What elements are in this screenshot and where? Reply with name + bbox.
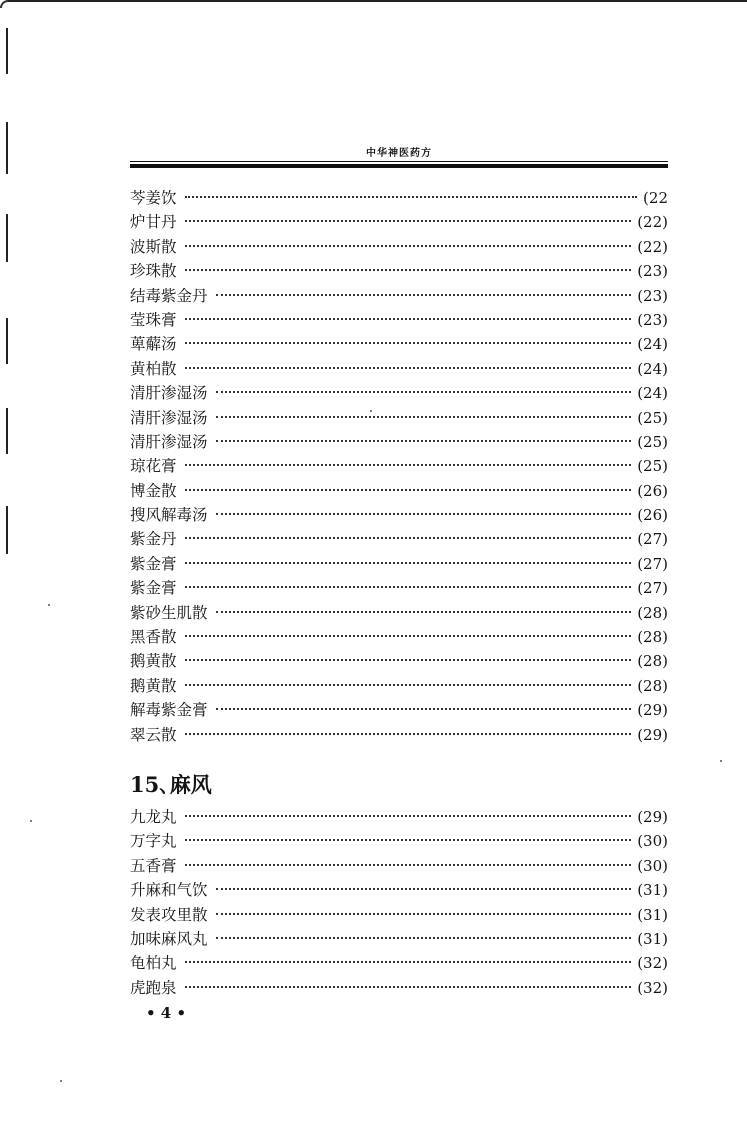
toc-entry xyxy=(130,430,668,454)
toc-entry xyxy=(130,552,668,576)
toc-entry-title: 鹅黄散 xyxy=(130,652,177,671)
toc-entry-page: (24) xyxy=(637,384,668,403)
toc-entry xyxy=(130,454,668,478)
toc-entry-title: 鹅黄散 xyxy=(130,676,177,695)
toc-entry-title: 黄柏散 xyxy=(130,359,177,378)
toc-entry-title: 紫金膏 xyxy=(130,579,177,598)
dot-leader xyxy=(216,293,632,296)
toc-entry xyxy=(130,503,668,527)
toc-entry-title: 炉甘丹 xyxy=(130,213,177,232)
dot-leader xyxy=(185,536,632,539)
toc-entry-title: 芩姜饮 xyxy=(130,189,177,207)
toc-entry-page: (23) xyxy=(637,262,668,281)
toc-entry-page: (31) xyxy=(637,929,668,948)
toc-entry-page: (22) xyxy=(637,237,668,256)
toc-entry xyxy=(130,674,668,698)
toc-entry-page: (27) xyxy=(637,530,668,549)
dot-leader xyxy=(185,268,632,271)
toc-entry xyxy=(130,805,668,829)
toc-entry-page: (32) xyxy=(637,978,668,997)
toc-entry-page: (23) xyxy=(637,286,668,305)
dot-leader xyxy=(185,366,632,369)
scan-edge-mark xyxy=(6,408,8,454)
dot-leader xyxy=(185,195,638,198)
toc-entry-page: (25) xyxy=(637,408,668,427)
page-number: • 4 • xyxy=(146,1004,187,1022)
toc-entry xyxy=(130,601,668,625)
dot-leader xyxy=(185,960,632,963)
toc-entry-page: (28) xyxy=(637,676,668,695)
dot-leader xyxy=(185,317,632,320)
toc-entry xyxy=(130,903,668,927)
dot-leader xyxy=(185,814,632,817)
toc-list-section-15 xyxy=(130,805,668,1000)
toc-entry-title: 博金散 xyxy=(130,481,177,500)
toc-entry-page: (28) xyxy=(637,628,668,647)
toc-entry-page: (25) xyxy=(637,457,668,476)
toc-entry-page: (29) xyxy=(637,807,668,826)
scan-edge-mark xyxy=(6,28,8,74)
dot-leader xyxy=(185,463,632,466)
dot-leader xyxy=(216,912,632,915)
scan-speck xyxy=(30,820,32,822)
table-of-contents xyxy=(130,186,668,1000)
toc-entry-page: (26) xyxy=(637,506,668,525)
toc-entry xyxy=(130,951,668,975)
toc-entry xyxy=(130,235,668,259)
toc-entry-title: 清肝渗湿汤 xyxy=(130,384,208,403)
toc-entry-page: (25) xyxy=(637,432,668,451)
toc-entry-title: 解毒紫金膏 xyxy=(130,701,208,720)
scan-edge-mark xyxy=(6,214,8,262)
dot-leader xyxy=(185,341,632,344)
toc-entry-title: 结毒紫金丹 xyxy=(130,286,208,305)
toc-entry xyxy=(130,576,668,600)
toc-entry-page: (28) xyxy=(637,603,668,622)
toc-entry-page: (26) xyxy=(637,481,668,500)
header-rule-thin xyxy=(130,161,668,162)
running-header xyxy=(130,140,668,180)
dot-leader xyxy=(216,936,632,939)
dot-leader xyxy=(216,439,632,442)
dot-leader xyxy=(185,658,632,661)
scan-edge-mark xyxy=(6,318,8,364)
toc-entry-title: 万字丸 xyxy=(130,832,177,851)
toc-entry-title: 虎跑泉 xyxy=(130,978,177,997)
dot-leader xyxy=(216,415,632,418)
toc-entry-title: 珍珠散 xyxy=(130,262,177,281)
toc-entry xyxy=(130,259,668,283)
dot-leader xyxy=(185,732,632,735)
toc-entry xyxy=(130,308,668,332)
header-title: 中华神医药方 xyxy=(366,148,432,159)
toc-entry-title: 琼花膏 xyxy=(130,457,177,476)
toc-entry xyxy=(130,927,668,951)
toc-entry-title: 黑香散 xyxy=(130,628,177,647)
dot-leader xyxy=(185,634,632,637)
dot-leader xyxy=(216,390,632,393)
toc-entry xyxy=(130,332,668,356)
scan-edge-mark xyxy=(6,506,8,554)
section-heading: 15､麻风 xyxy=(130,771,212,797)
toc-entry xyxy=(130,381,668,405)
toc-entry-title: 搜风解毒汤 xyxy=(130,506,208,525)
toc-entry xyxy=(130,406,668,430)
scan-top-edge xyxy=(8,0,747,2)
toc-entry xyxy=(130,284,668,308)
toc-entry-title: 紫金膏 xyxy=(130,554,177,573)
scan-speck xyxy=(48,604,50,606)
toc-entry-title: 莹珠膏 xyxy=(130,310,177,329)
dot-leader xyxy=(216,707,632,710)
dot-leader xyxy=(185,488,632,491)
toc-entry xyxy=(130,357,668,381)
toc-entry-page: (22) xyxy=(637,213,668,232)
dot-leader xyxy=(185,683,632,686)
header-rule-thick xyxy=(130,164,668,168)
toc-entry xyxy=(130,976,668,1000)
dot-leader xyxy=(185,244,632,247)
dot-leader xyxy=(185,863,632,866)
toc-entry-page: (24) xyxy=(637,359,668,378)
toc-entry xyxy=(130,210,668,234)
toc-entry xyxy=(130,854,668,878)
toc-entry xyxy=(130,829,668,853)
toc-entry xyxy=(130,625,668,649)
toc-entry-page: (24) xyxy=(637,335,668,354)
dot-leader xyxy=(185,838,632,841)
toc-entry-page: (32) xyxy=(637,954,668,973)
dot-leader xyxy=(216,610,632,613)
toc-entry-title: 紫金丹 xyxy=(130,530,177,549)
toc-entry-title: 翠云散 xyxy=(130,725,177,744)
toc-entry-title: 龟柏丸 xyxy=(130,954,177,973)
toc-entry-page: (29) xyxy=(637,725,668,744)
toc-entry-title: 九龙丸 xyxy=(130,807,177,826)
toc-entry-page: (28) xyxy=(637,652,668,671)
toc-entry xyxy=(130,479,668,503)
scan-speck xyxy=(60,1080,62,1082)
toc-entry-title: 升麻和气饮 xyxy=(130,881,208,900)
toc-entry xyxy=(130,878,668,902)
dot-leader xyxy=(185,985,632,988)
dot-leader xyxy=(185,585,632,588)
dot-leader xyxy=(185,219,632,222)
dot-leader xyxy=(216,512,632,515)
toc-entry-page: (22 xyxy=(643,189,668,207)
toc-entry-page: (31) xyxy=(637,881,668,900)
toc-entry-page: (27) xyxy=(637,554,668,573)
toc-entry xyxy=(130,527,668,551)
toc-list-continued xyxy=(130,186,668,747)
toc-entry xyxy=(130,698,668,722)
toc-entry-page: (23) xyxy=(637,310,668,329)
toc-entry-page: (29) xyxy=(637,701,668,720)
dot-leader xyxy=(185,561,632,564)
toc-entry-title: 五香膏 xyxy=(130,856,177,875)
dot-leader xyxy=(216,887,632,890)
toc-entry-page: (30) xyxy=(637,832,668,851)
toc-entry-page: (27) xyxy=(637,579,668,598)
toc-entry-page: (30) xyxy=(637,856,668,875)
scan-speck xyxy=(720,760,722,762)
toc-entry-title: 发表攻里散 xyxy=(130,905,208,924)
toc-entry-title: 萆薢汤 xyxy=(130,335,177,354)
toc-entry-title: 波斯散 xyxy=(130,237,177,256)
toc-entry-title: 清肝渗湿汤 xyxy=(130,408,208,427)
scan-edge-mark xyxy=(6,122,8,174)
toc-entry-title: 紫砂生肌散 xyxy=(130,603,208,622)
toc-entry xyxy=(130,186,668,210)
toc-entry xyxy=(130,649,668,673)
toc-entry-page: (31) xyxy=(637,905,668,924)
toc-entry-title: 加味麻风丸 xyxy=(130,929,208,948)
toc-entry xyxy=(130,723,668,747)
toc-entry-title: 清肝渗湿汤 xyxy=(130,432,208,451)
